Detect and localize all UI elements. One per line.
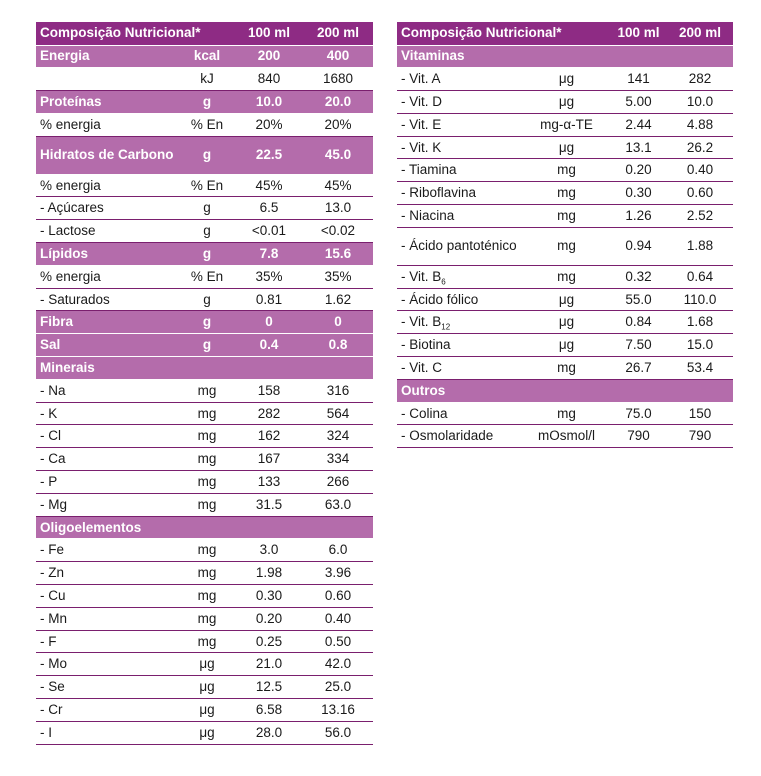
section-title: Outros <box>397 379 733 402</box>
value-200ml: 56.0 <box>303 721 373 744</box>
unit-cell: % En <box>179 265 235 288</box>
nutrient-label-text: - Saturados <box>40 291 110 307</box>
value-100ml: 35% <box>235 265 303 288</box>
value-100ml: 2.44 <box>610 113 667 136</box>
table-row <box>397 357 733 380</box>
value-100ml: 31.5 <box>235 493 303 516</box>
nutrient-label-text: - Vit. A <box>401 71 441 87</box>
table-row <box>36 197 373 220</box>
unit-cell: % En <box>179 113 235 136</box>
section-title: Minerais <box>36 357 373 380</box>
value-200ml: 0 <box>303 311 373 334</box>
value-200ml: 2.52 <box>667 205 733 228</box>
value-100ml: 21.0 <box>235 653 303 676</box>
nutrient-label-text: - Ca <box>40 451 66 467</box>
table-row <box>397 136 733 159</box>
unit-cell: mg <box>179 402 235 425</box>
nutrient-label <box>36 630 179 653</box>
nutrient-label-text: - Ácido fólico <box>401 291 479 307</box>
nutrient-label <box>397 159 523 182</box>
nutrient-label <box>36 448 179 471</box>
nutrient-label-text: - Zn <box>40 565 65 581</box>
value-100ml: 3.0 <box>235 539 303 562</box>
value-200ml: 0.50 <box>303 630 373 653</box>
table-row <box>36 493 373 516</box>
nutrient-label <box>36 265 179 288</box>
value-100ml: 1.26 <box>610 205 667 228</box>
value-200ml: 63.0 <box>303 493 373 516</box>
value-200ml: 790 <box>667 425 733 448</box>
nutrient-label <box>36 45 179 68</box>
section-title: Vitaminas <box>397 45 733 68</box>
value-100ml: 28.0 <box>235 721 303 744</box>
table-row <box>36 607 373 630</box>
nutrient-label-text: - Cu <box>40 587 66 603</box>
unit-cell: mg <box>179 630 235 653</box>
unit-cell: mg <box>523 205 610 228</box>
table-row <box>397 334 733 357</box>
nutrition-table-right <box>397 22 733 448</box>
nutrient-label-text: % energia <box>40 177 101 193</box>
value-100ml: 162 <box>235 425 303 448</box>
unit-cell: μg <box>523 68 610 91</box>
header-100ml: 100 ml <box>610 22 667 45</box>
nutrient-label <box>397 402 523 425</box>
value-200ml: 282 <box>667 68 733 91</box>
value-100ml: 282 <box>235 402 303 425</box>
unit-cell: μg <box>523 91 610 114</box>
nutrient-label-text: - Vit. D <box>401 93 443 109</box>
value-100ml: 0.30 <box>235 585 303 608</box>
nutrient-label-text: - Vit. C <box>401 359 443 375</box>
value-100ml: 141 <box>610 68 667 91</box>
table-row <box>36 562 373 585</box>
table-header-row <box>36 22 373 45</box>
value-200ml: 53.4 <box>667 357 733 380</box>
unit-cell: mg <box>523 159 610 182</box>
value-200ml: 400 <box>303 45 373 68</box>
nutrient-label <box>397 136 523 159</box>
unit-cell: g <box>179 288 235 311</box>
value-100ml: 6.5 <box>235 197 303 220</box>
nutrient-label <box>36 113 179 136</box>
unit-cell: μg <box>179 699 235 722</box>
value-100ml: <0.01 <box>235 220 303 243</box>
nutrient-label <box>36 68 179 91</box>
nutrient-label <box>397 91 523 114</box>
nutrient-label <box>36 243 179 266</box>
nutrient-label-text: - Vit. B <box>401 314 442 330</box>
nutrient-label <box>397 425 523 448</box>
unit-cell: μg <box>179 653 235 676</box>
nutrient-label <box>36 402 179 425</box>
value-200ml: 6.0 <box>303 539 373 562</box>
unit-cell: mg <box>179 425 235 448</box>
unit-cell: mg <box>179 493 235 516</box>
nutrient-label <box>397 311 523 334</box>
nutrient-label <box>36 197 179 220</box>
value-100ml: 0.81 <box>235 288 303 311</box>
nutrient-label-text: - P <box>40 473 58 489</box>
table-row <box>36 448 373 471</box>
unit-cell: kJ <box>179 68 235 91</box>
value-100ml: 0.32 <box>610 265 667 288</box>
value-200ml: <0.02 <box>303 220 373 243</box>
nutrient-label <box>36 585 179 608</box>
value-200ml: 4.88 <box>667 113 733 136</box>
nutrient-label <box>36 334 179 357</box>
table-row <box>36 288 373 311</box>
table-row <box>397 227 733 265</box>
unit-cell: g <box>179 220 235 243</box>
nutrient-label-text: - Fe <box>40 542 65 558</box>
unit-cell: g <box>179 136 235 174</box>
header-100ml: 100 ml <box>235 22 303 45</box>
nutrient-label <box>397 205 523 228</box>
nutrient-label <box>397 357 523 380</box>
section-header-row <box>36 357 373 380</box>
value-100ml: 12.5 <box>235 676 303 699</box>
value-200ml: 45% <box>303 174 373 197</box>
value-100ml: 0 <box>235 311 303 334</box>
table-row <box>36 45 373 68</box>
table-row <box>36 91 373 114</box>
value-200ml: 26.2 <box>667 136 733 159</box>
table-row <box>397 265 733 288</box>
table-row <box>397 159 733 182</box>
unit-cell: mg <box>523 265 610 288</box>
table-row <box>36 243 373 266</box>
value-100ml: 7.8 <box>235 243 303 266</box>
nutrient-label-text: Fibra <box>40 314 74 330</box>
unit-cell: mg <box>523 227 610 265</box>
nutrient-label-text: - Lactose <box>40 223 96 239</box>
table-row <box>397 113 733 136</box>
table-row <box>36 136 373 174</box>
value-200ml: 1680 <box>303 68 373 91</box>
nutrient-label <box>397 113 523 136</box>
table-row <box>36 113 373 136</box>
value-100ml: 200 <box>235 45 303 68</box>
value-100ml: 20% <box>235 113 303 136</box>
unit-cell: mg <box>523 182 610 205</box>
table-row <box>36 425 373 448</box>
nutrient-label <box>36 539 179 562</box>
value-100ml: 5.00 <box>610 91 667 114</box>
nutrient-label-subscript: 6 <box>441 277 446 287</box>
value-200ml: 316 <box>303 379 373 402</box>
left-table-body <box>36 22 373 744</box>
nutrient-label-text: - Vit. K <box>401 139 442 155</box>
table-row <box>397 182 733 205</box>
unit-cell: mg <box>179 379 235 402</box>
unit-cell: mg <box>179 607 235 630</box>
value-100ml: 10.0 <box>235 91 303 114</box>
nutrient-label-text: - F <box>40 633 57 649</box>
nutrient-label-text: Hidratos de Carbono <box>40 147 174 163</box>
unit-cell: kcal <box>179 45 235 68</box>
unit-cell: mg <box>179 448 235 471</box>
unit-cell: μg <box>523 334 610 357</box>
value-200ml: 0.64 <box>667 265 733 288</box>
section-header-row <box>36 516 373 539</box>
value-100ml: 0.30 <box>610 182 667 205</box>
table-row <box>36 265 373 288</box>
nutrient-label <box>36 493 179 516</box>
value-100ml: 0.4 <box>235 334 303 357</box>
value-200ml: 15.6 <box>303 243 373 266</box>
unit-cell: mOsmol/l <box>523 425 610 448</box>
value-100ml: 6.58 <box>235 699 303 722</box>
nutrient-label-text: Lípidos <box>40 245 88 261</box>
header-title: Composição Nutricional* <box>36 22 235 45</box>
table-row <box>36 379 373 402</box>
table-row <box>36 630 373 653</box>
value-100ml: 0.20 <box>610 159 667 182</box>
nutrient-label-text: % energia <box>40 268 101 284</box>
table-row <box>397 402 733 425</box>
value-200ml: 25.0 <box>303 676 373 699</box>
value-100ml: 1.98 <box>235 562 303 585</box>
value-200ml: 1.68 <box>667 311 733 334</box>
nutrient-label <box>36 311 179 334</box>
nutrient-label-text: - Na <box>40 382 66 398</box>
nutrient-label-text: - Tiamina <box>401 162 457 178</box>
nutrient-label <box>397 288 523 311</box>
table-row <box>36 653 373 676</box>
nutrient-label <box>36 91 179 114</box>
section-header-row <box>397 45 733 68</box>
value-200ml: 150 <box>667 402 733 425</box>
nutrient-label-text: - Vit. B <box>401 268 442 284</box>
unit-cell: mg <box>179 562 235 585</box>
nutrient-label-text: - Mn <box>40 610 67 626</box>
nutrient-label-text: - Se <box>40 679 65 695</box>
table-row <box>36 334 373 357</box>
section-title: Oligoelementos <box>36 516 373 539</box>
value-200ml: 324 <box>303 425 373 448</box>
value-100ml: 167 <box>235 448 303 471</box>
unit-cell: g <box>179 334 235 357</box>
unit-cell: g <box>179 243 235 266</box>
value-200ml: 13.16 <box>303 699 373 722</box>
table-row <box>36 68 373 91</box>
unit-cell: mg <box>179 471 235 494</box>
value-200ml: 110.0 <box>667 288 733 311</box>
nutrient-label-text: - Mo <box>40 656 67 672</box>
value-200ml: 266 <box>303 471 373 494</box>
table-row <box>397 205 733 228</box>
value-200ml: 1.88 <box>667 227 733 265</box>
nutrient-label <box>36 174 179 197</box>
nutrient-label-text: - Riboflavina <box>401 185 477 201</box>
nutrient-label-text: % energia <box>40 116 101 132</box>
table-row <box>36 676 373 699</box>
value-100ml: 158 <box>235 379 303 402</box>
value-200ml: 564 <box>303 402 373 425</box>
value-100ml: 133 <box>235 471 303 494</box>
value-100ml: 13.1 <box>610 136 667 159</box>
unit-cell: mg <box>523 402 610 425</box>
value-200ml: 35% <box>303 265 373 288</box>
nutrient-label-text: - Osmolaridade <box>401 428 494 444</box>
table-row <box>36 174 373 197</box>
header-200ml: 200 ml <box>667 22 733 45</box>
nutrient-label <box>36 220 179 243</box>
table-row <box>397 91 733 114</box>
table-row <box>397 311 733 334</box>
value-100ml: 45% <box>235 174 303 197</box>
table-row <box>36 721 373 744</box>
unit-cell: mg <box>523 357 610 380</box>
value-100ml: 22.5 <box>235 136 303 174</box>
unit-cell: g <box>179 197 235 220</box>
value-100ml: 0.84 <box>610 311 667 334</box>
nutrient-label-text: - Cl <box>40 428 61 444</box>
nutrient-label <box>36 721 179 744</box>
nutrient-label <box>36 136 179 174</box>
unit-cell: μg <box>523 311 610 334</box>
table-row <box>36 220 373 243</box>
nutrient-label-text: - Ácido pantoténico <box>401 238 517 254</box>
nutrient-label <box>397 334 523 357</box>
value-100ml: 26.7 <box>610 357 667 380</box>
nutrient-label <box>36 607 179 630</box>
table-row <box>36 699 373 722</box>
nutrient-label <box>397 68 523 91</box>
unit-cell: μg <box>179 676 235 699</box>
table-row <box>397 288 733 311</box>
value-200ml: 15.0 <box>667 334 733 357</box>
value-200ml: 13.0 <box>303 197 373 220</box>
unit-cell: μg <box>179 721 235 744</box>
value-200ml: 334 <box>303 448 373 471</box>
unit-cell: μg <box>523 136 610 159</box>
value-200ml: 0.40 <box>303 607 373 630</box>
nutrient-label <box>36 425 179 448</box>
nutrient-label <box>36 653 179 676</box>
value-200ml: 1.62 <box>303 288 373 311</box>
nutrient-label-text: - Cr <box>40 701 63 717</box>
unit-cell: g <box>179 311 235 334</box>
nutrient-label-text: - Biotina <box>401 337 451 353</box>
nutrient-label-text: - Mg <box>40 496 67 512</box>
value-100ml: 0.25 <box>235 630 303 653</box>
value-200ml: 0.8 <box>303 334 373 357</box>
nutrient-label-text: Proteínas <box>40 93 102 109</box>
value-100ml: 790 <box>610 425 667 448</box>
value-200ml: 42.0 <box>303 653 373 676</box>
value-100ml: 0.20 <box>235 607 303 630</box>
table-row <box>36 311 373 334</box>
table-header-row <box>397 22 733 45</box>
table-row <box>36 402 373 425</box>
nutrition-table-left <box>36 22 373 745</box>
nutrient-label-text: - Açúcares <box>40 200 104 216</box>
table-row <box>36 585 373 608</box>
nutrient-label <box>36 699 179 722</box>
value-200ml: 20.0 <box>303 91 373 114</box>
unit-cell: mg-α-TE <box>523 113 610 136</box>
nutrient-label <box>36 288 179 311</box>
value-200ml: 0.60 <box>303 585 373 608</box>
unit-cell: μg <box>523 288 610 311</box>
value-100ml: 55.0 <box>610 288 667 311</box>
value-200ml: 0.60 <box>667 182 733 205</box>
unit-cell: mg <box>179 539 235 562</box>
nutrient-label-text: - Vit. E <box>401 116 442 132</box>
unit-cell: % En <box>179 174 235 197</box>
nutrient-label-text: - K <box>40 405 58 421</box>
table-row <box>36 471 373 494</box>
nutrient-label <box>36 471 179 494</box>
table-row <box>397 68 733 91</box>
section-header-row <box>397 379 733 402</box>
header-title: Composição Nutricional* <box>397 22 610 45</box>
nutrient-label <box>36 676 179 699</box>
value-200ml: 45.0 <box>303 136 373 174</box>
header-200ml: 200 ml <box>303 22 373 45</box>
unit-cell: g <box>179 91 235 114</box>
nutrient-label-text: - I <box>40 724 52 740</box>
nutrient-label <box>36 562 179 585</box>
table-row <box>36 539 373 562</box>
value-100ml: 75.0 <box>610 402 667 425</box>
unit-cell: mg <box>179 585 235 608</box>
nutrient-label <box>397 182 523 205</box>
nutrient-label-subscript: 12 <box>441 323 451 333</box>
right-table-body <box>397 22 733 448</box>
value-100ml: 7.50 <box>610 334 667 357</box>
nutrient-label-text: - Niacina <box>401 207 455 223</box>
value-100ml: 840 <box>235 68 303 91</box>
value-200ml: 3.96 <box>303 562 373 585</box>
value-200ml: 10.0 <box>667 91 733 114</box>
value-200ml: 20% <box>303 113 373 136</box>
value-200ml: 0.40 <box>667 159 733 182</box>
nutrient-label-text: Sal <box>40 337 61 353</box>
nutrient-label <box>397 265 523 288</box>
value-100ml: 0.94 <box>610 227 667 265</box>
nutrient-label <box>36 379 179 402</box>
table-row <box>397 425 733 448</box>
nutrient-label-text: Energia <box>40 48 90 64</box>
nutrient-label <box>397 227 523 265</box>
nutrient-label-text: - Colina <box>401 405 448 421</box>
